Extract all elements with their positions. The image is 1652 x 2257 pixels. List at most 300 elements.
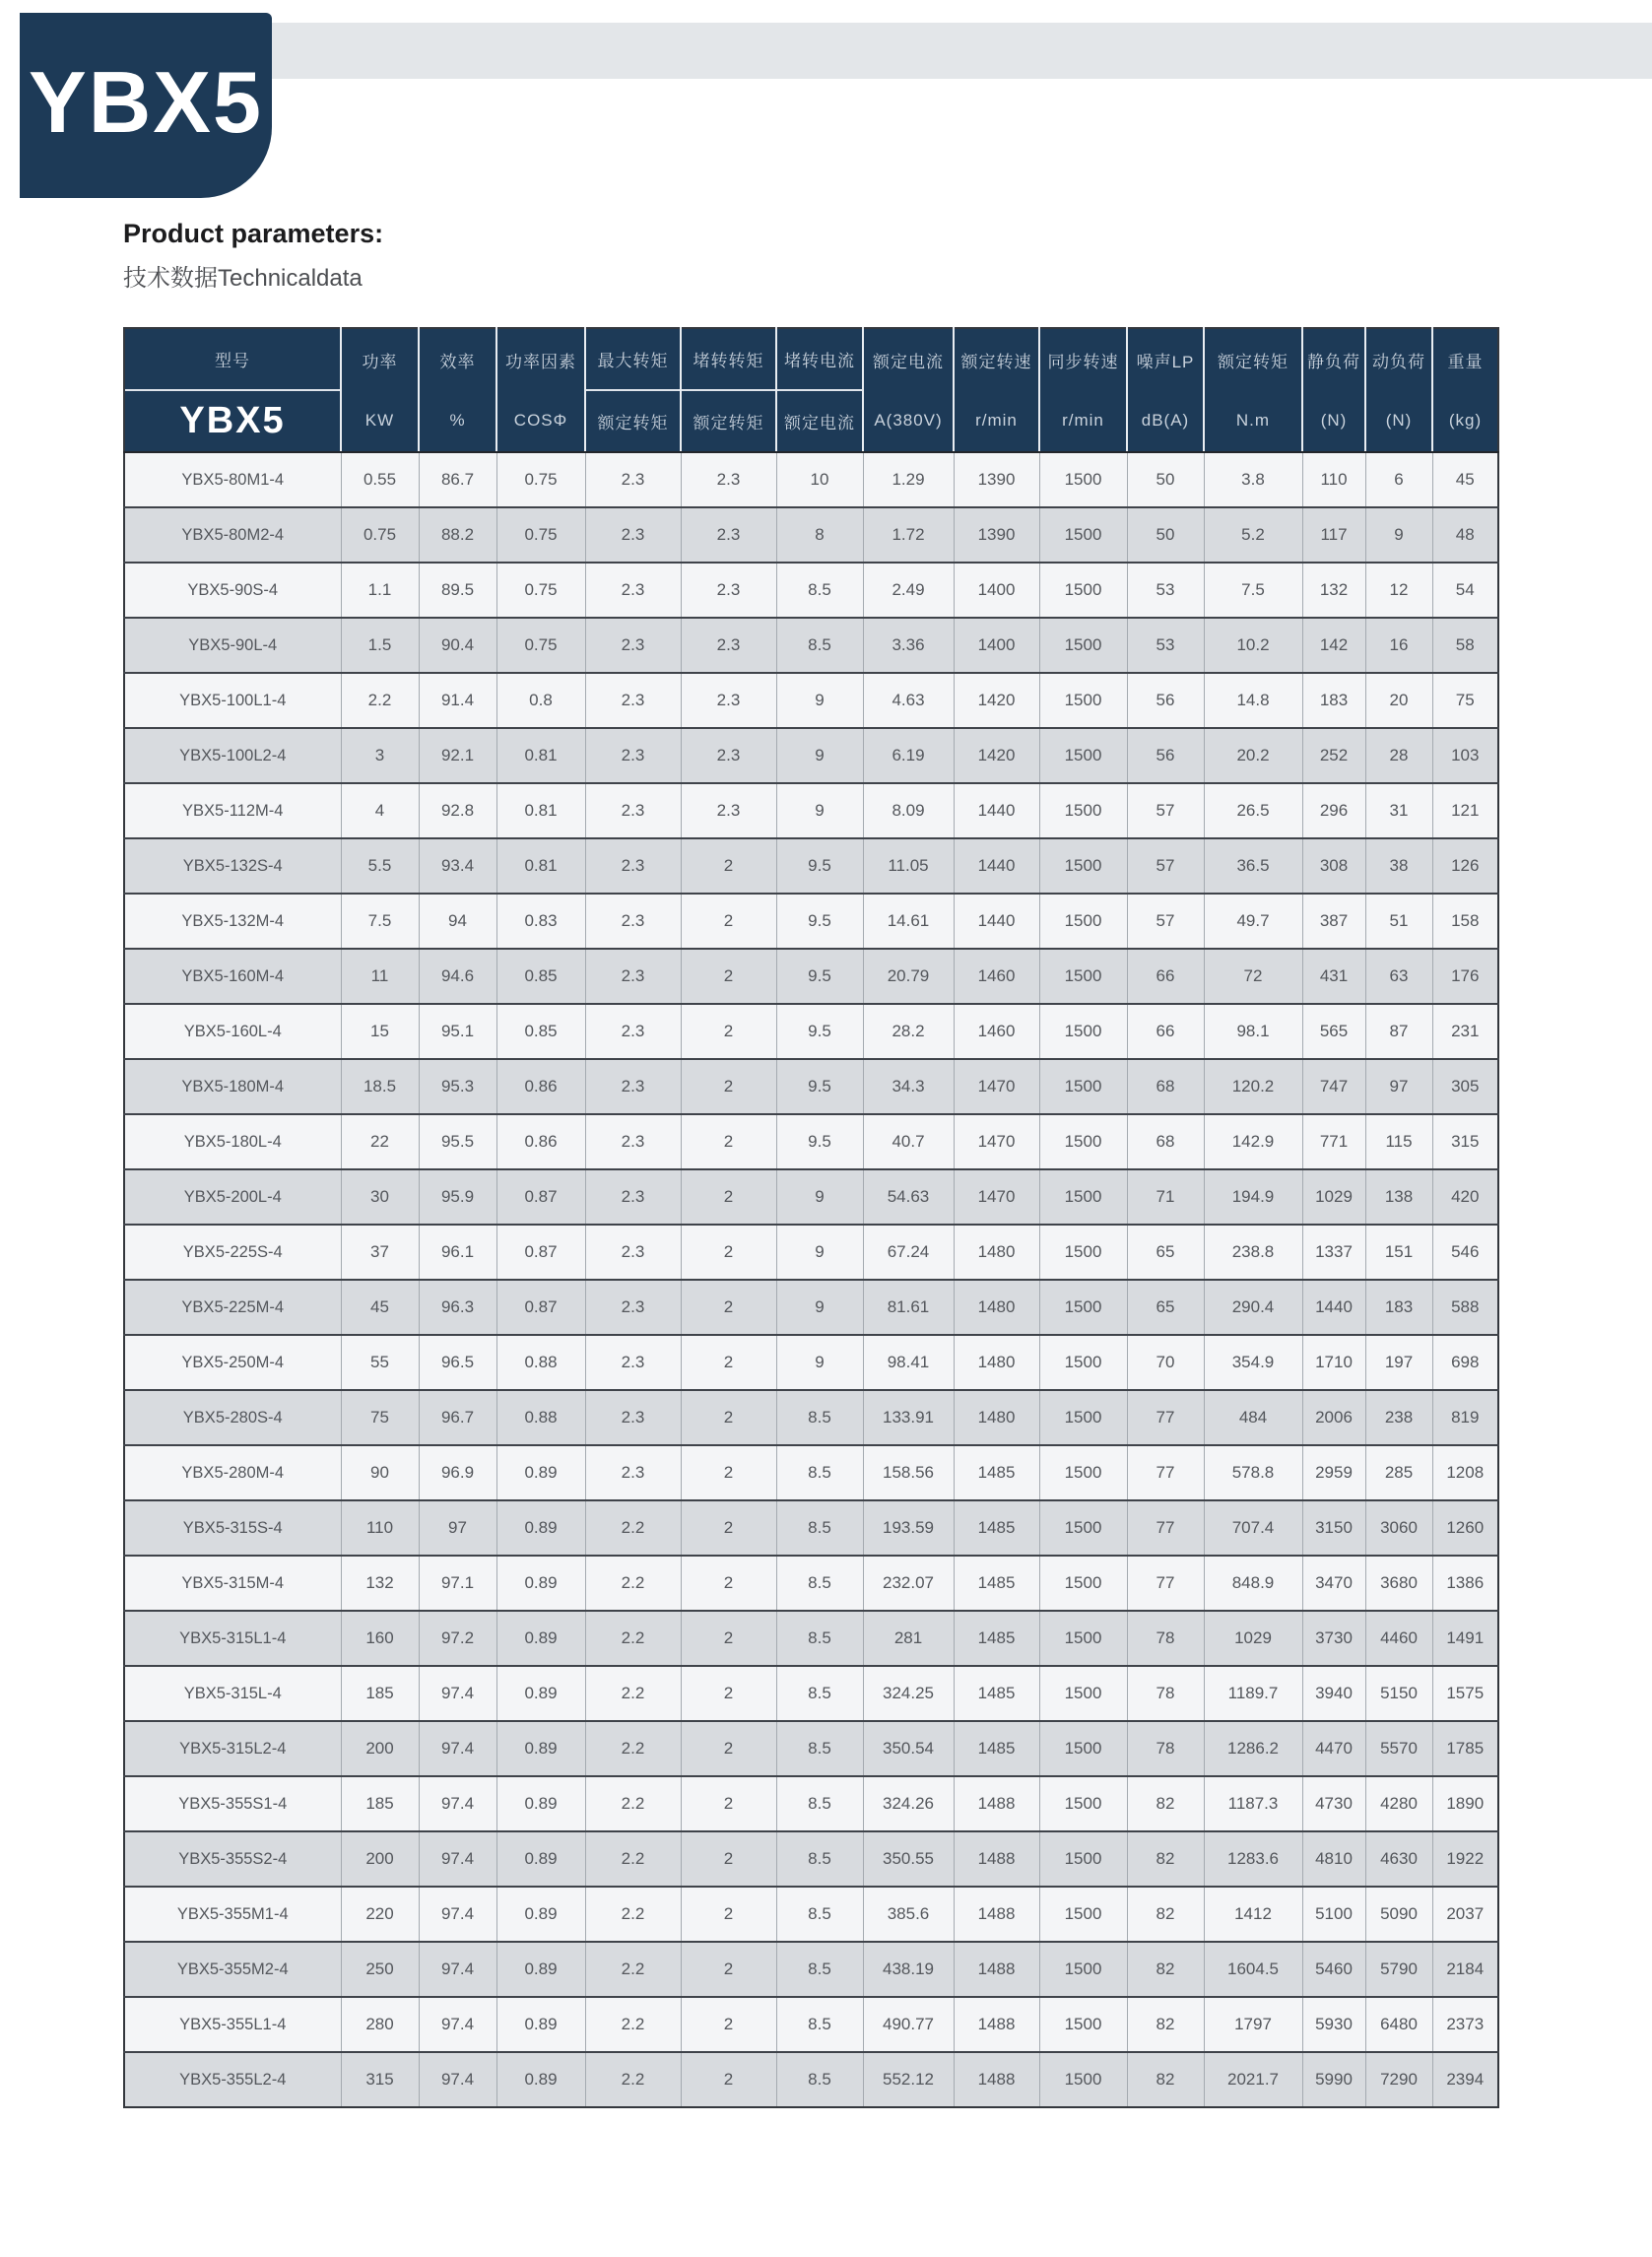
value-cell: 8.5 (776, 1942, 863, 1997)
value-cell: 40.7 (863, 1114, 954, 1169)
model-cell: YBX5-180L-4 (124, 1114, 341, 1169)
page-title: Product parameters: (123, 219, 384, 248)
value-cell: 95.3 (419, 1059, 496, 1114)
value-cell: 2.3 (585, 452, 681, 507)
value-cell: 8.5 (776, 1611, 863, 1666)
value-cell: 1488 (954, 2052, 1039, 2107)
value-cell: 0.87 (496, 1169, 585, 1225)
column-label: 最大转矩 (586, 329, 680, 391)
value-cell: 54.63 (863, 1169, 954, 1225)
value-cell: 126 (1432, 838, 1498, 894)
value-cell: 280 (341, 1997, 419, 2052)
value-cell: 2 (681, 1500, 776, 1556)
value-cell: 2 (681, 1887, 776, 1942)
value-cell: 94 (419, 894, 496, 949)
value-cell: 1797 (1204, 1997, 1302, 2052)
value-cell: 2.3 (585, 1280, 681, 1335)
value-cell: 848.9 (1204, 1556, 1302, 1611)
column-label: 同步转速 (1047, 353, 1119, 371)
value-cell: 0.89 (496, 1831, 585, 1887)
value-cell: 578.8 (1204, 1445, 1302, 1500)
value-cell: 0.89 (496, 1942, 585, 1997)
value-cell: 2959 (1302, 1445, 1365, 1500)
value-cell: 2394 (1432, 2052, 1498, 2107)
value-cell: 5150 (1365, 1666, 1432, 1721)
value-cell: 1440 (954, 894, 1039, 949)
value-cell: 115 (1365, 1114, 1432, 1169)
value-cell: 0.89 (496, 1776, 585, 1831)
value-cell: 1500 (1039, 1004, 1127, 1059)
value-cell: 1500 (1039, 1997, 1127, 2052)
value-cell: 350.54 (863, 1721, 954, 1776)
value-cell: 2.3 (585, 728, 681, 783)
value-cell: 1500 (1039, 1169, 1127, 1225)
value-cell: 9 (776, 1225, 863, 1280)
value-cell: 1500 (1039, 838, 1127, 894)
value-cell: 91.4 (419, 673, 496, 728)
value-cell: 1500 (1039, 1114, 1127, 1169)
value-cell: 281 (863, 1611, 954, 1666)
value-cell: 1283.6 (1204, 1831, 1302, 1887)
value-cell: 308 (1302, 838, 1365, 894)
value-cell: 1390 (954, 507, 1039, 563)
model-cell: YBX5-355S2-4 (124, 1831, 341, 1887)
value-cell: 1491 (1432, 1611, 1498, 1666)
value-cell: 7290 (1365, 2052, 1432, 2107)
value-cell: 2 (681, 2052, 776, 2107)
value-cell: 5460 (1302, 1942, 1365, 1997)
value-cell: 2.3 (585, 1114, 681, 1169)
model-cell: YBX5-160L-4 (124, 1004, 341, 1059)
value-cell: 4470 (1302, 1721, 1365, 1776)
value-cell: 10.2 (1204, 618, 1302, 673)
value-cell: 38 (1365, 838, 1432, 894)
value-cell: 2 (681, 1776, 776, 1831)
value-cell: 53 (1127, 618, 1204, 673)
value-cell: 65 (1127, 1280, 1204, 1335)
value-cell: 2373 (1432, 1997, 1498, 2052)
value-cell: 51 (1365, 894, 1432, 949)
value-cell: 2 (681, 1942, 776, 1997)
column-header-8 (954, 328, 1039, 452)
value-cell: 4 (341, 783, 419, 838)
value-cell: 20.79 (863, 949, 954, 1004)
value-cell: 1440 (954, 838, 1039, 894)
model-cell: YBX5-315S-4 (124, 1500, 341, 1556)
value-cell: 0.89 (496, 1500, 585, 1556)
value-cell: 0.83 (496, 894, 585, 949)
value-cell: 2.2 (585, 1500, 681, 1556)
value-cell: 4.63 (863, 673, 954, 728)
value-cell: 49.7 (1204, 894, 1302, 949)
series-name: YBX5 (179, 400, 286, 441)
column-label: 静负荷 (1307, 353, 1360, 371)
value-cell: 200 (341, 1721, 419, 1776)
column-unit: 额定转矩 (597, 414, 669, 432)
header-accent-bar (256, 23, 1652, 79)
value-cell: 220 (341, 1887, 419, 1942)
value-cell: 2.3 (681, 507, 776, 563)
model-cell: YBX5-80M2-4 (124, 507, 341, 563)
value-cell: 250 (341, 1942, 419, 1997)
value-cell: 77 (1127, 1556, 1204, 1611)
value-cell: 2.2 (585, 1831, 681, 1887)
value-cell: 2.3 (585, 894, 681, 949)
value-cell: 1.72 (863, 507, 954, 563)
value-cell: 5.2 (1204, 507, 1302, 563)
value-cell: 2 (681, 1831, 776, 1887)
value-cell: 1710 (1302, 1335, 1365, 1390)
value-cell: 1500 (1039, 949, 1127, 1004)
value-cell: 82 (1127, 1776, 1204, 1831)
value-cell: 546 (1432, 1225, 1498, 1280)
value-cell: 63 (1365, 949, 1432, 1004)
series-logo-box (20, 13, 272, 198)
value-cell: 1460 (954, 949, 1039, 1004)
value-cell: 285 (1365, 1445, 1432, 1500)
column-header-4 (585, 328, 681, 452)
value-cell: 1488 (954, 1997, 1039, 2052)
value-cell: 18.5 (341, 1059, 419, 1114)
value-cell: 1420 (954, 728, 1039, 783)
value-cell: 2.3 (585, 618, 681, 673)
value-cell: 82 (1127, 1831, 1204, 1887)
value-cell: 431 (1302, 949, 1365, 1004)
value-cell: 698 (1432, 1335, 1498, 1390)
value-cell: 2.2 (585, 1776, 681, 1831)
value-cell: 1500 (1039, 1059, 1127, 1114)
column-unit: dB(A) (1141, 410, 1190, 430)
value-cell: 6.19 (863, 728, 954, 783)
value-cell: 2.2 (585, 2052, 681, 2107)
value-cell: 296 (1302, 783, 1365, 838)
value-cell: 0.89 (496, 1611, 585, 1666)
value-cell: 1500 (1039, 1556, 1127, 1611)
column-label: 效率 (439, 353, 476, 371)
value-cell: 93.4 (419, 838, 496, 894)
value-cell: 0.75 (496, 507, 585, 563)
value-cell: 7.5 (1204, 563, 1302, 618)
value-cell: 8.5 (776, 563, 863, 618)
column-header-13 (1365, 328, 1432, 452)
value-cell: 1485 (954, 1721, 1039, 1776)
value-cell: 1488 (954, 1942, 1039, 1997)
value-cell: 2 (681, 1280, 776, 1335)
value-cell: 8.5 (776, 2052, 863, 2107)
column-unit: (kg) (1448, 410, 1483, 430)
model-cell: YBX5-180M-4 (124, 1059, 341, 1114)
value-cell: 2.2 (585, 1942, 681, 1997)
value-cell: 2 (681, 1335, 776, 1390)
column-header-1 (341, 328, 419, 452)
value-cell: 3 (341, 728, 419, 783)
value-cell: 8.5 (776, 1721, 863, 1776)
value-cell: 97.4 (419, 1942, 496, 1997)
value-cell: 158.56 (863, 1445, 954, 1500)
value-cell: 1485 (954, 1500, 1039, 1556)
value-cell: 252 (1302, 728, 1365, 783)
model-cell: YBX5-355L1-4 (124, 1997, 341, 2052)
value-cell: 0.89 (496, 1721, 585, 1776)
value-cell: 0.81 (496, 783, 585, 838)
value-cell: 138 (1365, 1169, 1432, 1225)
column-header-5 (681, 328, 776, 452)
table-body (124, 452, 1498, 2107)
value-cell: 1440 (954, 783, 1039, 838)
value-cell: 9 (1365, 507, 1432, 563)
value-cell: 0.87 (496, 1225, 585, 1280)
value-cell: 1480 (954, 1390, 1039, 1445)
value-cell: 142.9 (1204, 1114, 1302, 1169)
value-cell: 6 (1365, 452, 1432, 507)
value-cell: 97.4 (419, 1831, 496, 1887)
value-cell: 324.26 (863, 1776, 954, 1831)
value-cell: 420 (1432, 1169, 1498, 1225)
value-cell: 97.2 (419, 1611, 496, 1666)
value-cell: 96.3 (419, 1280, 496, 1335)
value-cell: 5930 (1302, 1997, 1365, 2052)
value-cell: 5990 (1302, 2052, 1365, 2107)
value-cell: 0.89 (496, 1666, 585, 1721)
value-cell: 1488 (954, 1831, 1039, 1887)
value-cell: 2.3 (585, 1445, 681, 1500)
value-cell: 9.5 (776, 1114, 863, 1169)
value-cell: 2.3 (585, 507, 681, 563)
value-cell: 2.3 (681, 618, 776, 673)
value-cell: 1260 (1432, 1500, 1498, 1556)
table-row (124, 1556, 1498, 1611)
value-cell: 197 (1365, 1335, 1432, 1390)
table-row (124, 1831, 1498, 1887)
value-cell: 110 (1302, 452, 1365, 507)
value-cell: 1922 (1432, 1831, 1498, 1887)
value-cell: 0.86 (496, 1059, 585, 1114)
table-row (124, 1114, 1498, 1169)
value-cell: 50 (1127, 507, 1204, 563)
table-row (124, 1004, 1498, 1059)
value-cell: 2.3 (681, 563, 776, 618)
value-cell: 2.2 (585, 1997, 681, 2052)
value-cell: 3940 (1302, 1666, 1365, 1721)
value-cell: 4730 (1302, 1776, 1365, 1831)
value-cell: 28.2 (863, 1004, 954, 1059)
value-cell: 77 (1127, 1390, 1204, 1445)
table-row (124, 949, 1498, 1004)
value-cell: 2.2 (585, 1666, 681, 1721)
model-cell: YBX5-280S-4 (124, 1390, 341, 1445)
value-cell: 350.55 (863, 1831, 954, 1887)
value-cell: 133.91 (863, 1390, 954, 1445)
model-cell: YBX5-160M-4 (124, 949, 341, 1004)
model-cell: YBX5-355L2-4 (124, 2052, 341, 2107)
table-row (124, 2052, 1498, 2107)
model-cell: YBX5-100L2-4 (124, 728, 341, 783)
value-cell: 2184 (1432, 1942, 1498, 1997)
column-header-9 (1039, 328, 1127, 452)
column-unit: r/min (975, 410, 1018, 430)
value-cell: 5100 (1302, 1887, 1365, 1942)
column-header-14 (1432, 328, 1498, 452)
value-cell: 77 (1127, 1445, 1204, 1500)
value-cell: 819 (1432, 1390, 1498, 1445)
value-cell: 438.19 (863, 1942, 954, 1997)
value-cell: 3730 (1302, 1611, 1365, 1666)
column-header-11 (1204, 328, 1302, 452)
value-cell: 57 (1127, 783, 1204, 838)
value-cell: 2 (681, 1556, 776, 1611)
value-cell: 1029 (1204, 1611, 1302, 1666)
value-cell: 490.77 (863, 1997, 954, 2052)
value-cell: 1470 (954, 1169, 1039, 1225)
value-cell: 12 (1365, 563, 1432, 618)
value-cell: 37 (341, 1225, 419, 1280)
value-cell: 98.1 (1204, 1004, 1302, 1059)
table-row (124, 1721, 1498, 1776)
value-cell: 183 (1302, 673, 1365, 728)
column-unit: % (449, 410, 466, 430)
model-cell: YBX5-225S-4 (124, 1225, 341, 1280)
value-cell: 97.4 (419, 1887, 496, 1942)
value-cell: 200 (341, 1831, 419, 1887)
value-cell: 97.4 (419, 2052, 496, 2107)
column-unit: 额定电流 (784, 414, 855, 432)
table-row (124, 618, 1498, 673)
value-cell: 2.3 (585, 1059, 681, 1114)
value-cell: 8.5 (776, 618, 863, 673)
value-cell: 67.24 (863, 1225, 954, 1280)
value-cell: 2 (681, 1225, 776, 1280)
value-cell: 2006 (1302, 1390, 1365, 1445)
value-cell: 385.6 (863, 1887, 954, 1942)
value-cell: 2.3 (681, 673, 776, 728)
value-cell: 0.75 (496, 563, 585, 618)
value-cell: 28 (1365, 728, 1432, 783)
value-cell: 1480 (954, 1335, 1039, 1390)
value-cell: 95.1 (419, 1004, 496, 1059)
value-cell: 97.4 (419, 1776, 496, 1831)
value-cell: 8.5 (776, 1776, 863, 1831)
value-cell: 2 (681, 1390, 776, 1445)
value-cell: 96.7 (419, 1390, 496, 1445)
value-cell: 75 (1432, 673, 1498, 728)
value-cell: 1400 (954, 618, 1039, 673)
model-cell: YBX5-315L1-4 (124, 1611, 341, 1666)
value-cell: 2 (681, 949, 776, 1004)
value-cell: 68 (1127, 1059, 1204, 1114)
value-cell: 158 (1432, 894, 1498, 949)
value-cell: 565 (1302, 1004, 1365, 1059)
model-cell: YBX5-90L-4 (124, 618, 341, 673)
value-cell: 1.29 (863, 452, 954, 507)
value-cell: 8.09 (863, 783, 954, 838)
value-cell: 65 (1127, 1225, 1204, 1280)
value-cell: 0.75 (496, 618, 585, 673)
value-cell: 26.5 (1204, 783, 1302, 838)
value-cell: 1460 (954, 1004, 1039, 1059)
value-cell: 4460 (1365, 1611, 1432, 1666)
value-cell: 92.8 (419, 783, 496, 838)
value-cell: 1500 (1039, 618, 1127, 673)
value-cell: 1470 (954, 1059, 1039, 1114)
model-cell: YBX5-355M1-4 (124, 1887, 341, 1942)
value-cell: 121 (1432, 783, 1498, 838)
value-cell: 5790 (1365, 1942, 1432, 1997)
value-cell: 0.88 (496, 1390, 585, 1445)
value-cell: 1488 (954, 1776, 1039, 1831)
value-cell: 1500 (1039, 1445, 1127, 1500)
value-cell: 1485 (954, 1611, 1039, 1666)
value-cell: 1386 (1432, 1556, 1498, 1611)
value-cell: 75 (341, 1390, 419, 1445)
value-cell: 82 (1127, 1942, 1204, 1997)
value-cell: 16 (1365, 618, 1432, 673)
value-cell: 1500 (1039, 1831, 1127, 1887)
value-cell: 8.5 (776, 1500, 863, 1556)
value-cell: 1500 (1039, 728, 1127, 783)
value-cell: 86.7 (419, 452, 496, 507)
value-cell: 1500 (1039, 894, 1127, 949)
table-row (124, 783, 1498, 838)
value-cell: 11.05 (863, 838, 954, 894)
value-cell: 183 (1365, 1280, 1432, 1335)
value-cell: 2.3 (585, 949, 681, 1004)
column-header-2 (419, 328, 496, 452)
value-cell: 0.85 (496, 949, 585, 1004)
model-cell: YBX5-315L2-4 (124, 1721, 341, 1776)
value-cell: 1337 (1302, 1225, 1365, 1280)
value-cell: 82 (1127, 1887, 1204, 1942)
value-cell: 2.3 (681, 728, 776, 783)
value-cell: 9 (776, 1335, 863, 1390)
value-cell: 0.88 (496, 1335, 585, 1390)
value-cell: 2.3 (585, 1004, 681, 1059)
value-cell: 103 (1432, 728, 1498, 783)
value-cell: 4280 (1365, 1776, 1432, 1831)
value-cell: 57 (1127, 894, 1204, 949)
value-cell: 90.4 (419, 618, 496, 673)
table-row (124, 563, 1498, 618)
value-cell: 120.2 (1204, 1059, 1302, 1114)
value-cell: 8.5 (776, 1390, 863, 1445)
value-cell: 3470 (1302, 1556, 1365, 1611)
value-cell: 1890 (1432, 1776, 1498, 1831)
column-label: 功率 (362, 353, 398, 371)
model-cell: YBX5-132S-4 (124, 838, 341, 894)
table-row (124, 1390, 1498, 1445)
model-cell: YBX5-90S-4 (124, 563, 341, 618)
value-cell: 2.49 (863, 563, 954, 618)
value-cell: 78 (1127, 1611, 1204, 1666)
value-cell: 1500 (1039, 452, 1127, 507)
value-cell: 2 (681, 1997, 776, 2052)
value-cell: 9.5 (776, 894, 863, 949)
table-row (124, 507, 1498, 563)
value-cell: 97 (419, 1500, 496, 1556)
value-cell: 55 (341, 1335, 419, 1390)
model-cell: YBX5-200L-4 (124, 1169, 341, 1225)
column-unit: r/min (1062, 410, 1104, 430)
value-cell: 82 (1127, 2052, 1204, 2107)
value-cell: 9.5 (776, 949, 863, 1004)
column-label: 堵转电流 (777, 329, 862, 391)
value-cell: 66 (1127, 949, 1204, 1004)
value-cell: 2.3 (585, 1390, 681, 1445)
value-cell: 1500 (1039, 2052, 1127, 2107)
value-cell: 132 (341, 1556, 419, 1611)
value-cell: 0.75 (341, 507, 419, 563)
value-cell: 50 (1127, 452, 1204, 507)
value-cell: 1500 (1039, 1666, 1127, 1721)
